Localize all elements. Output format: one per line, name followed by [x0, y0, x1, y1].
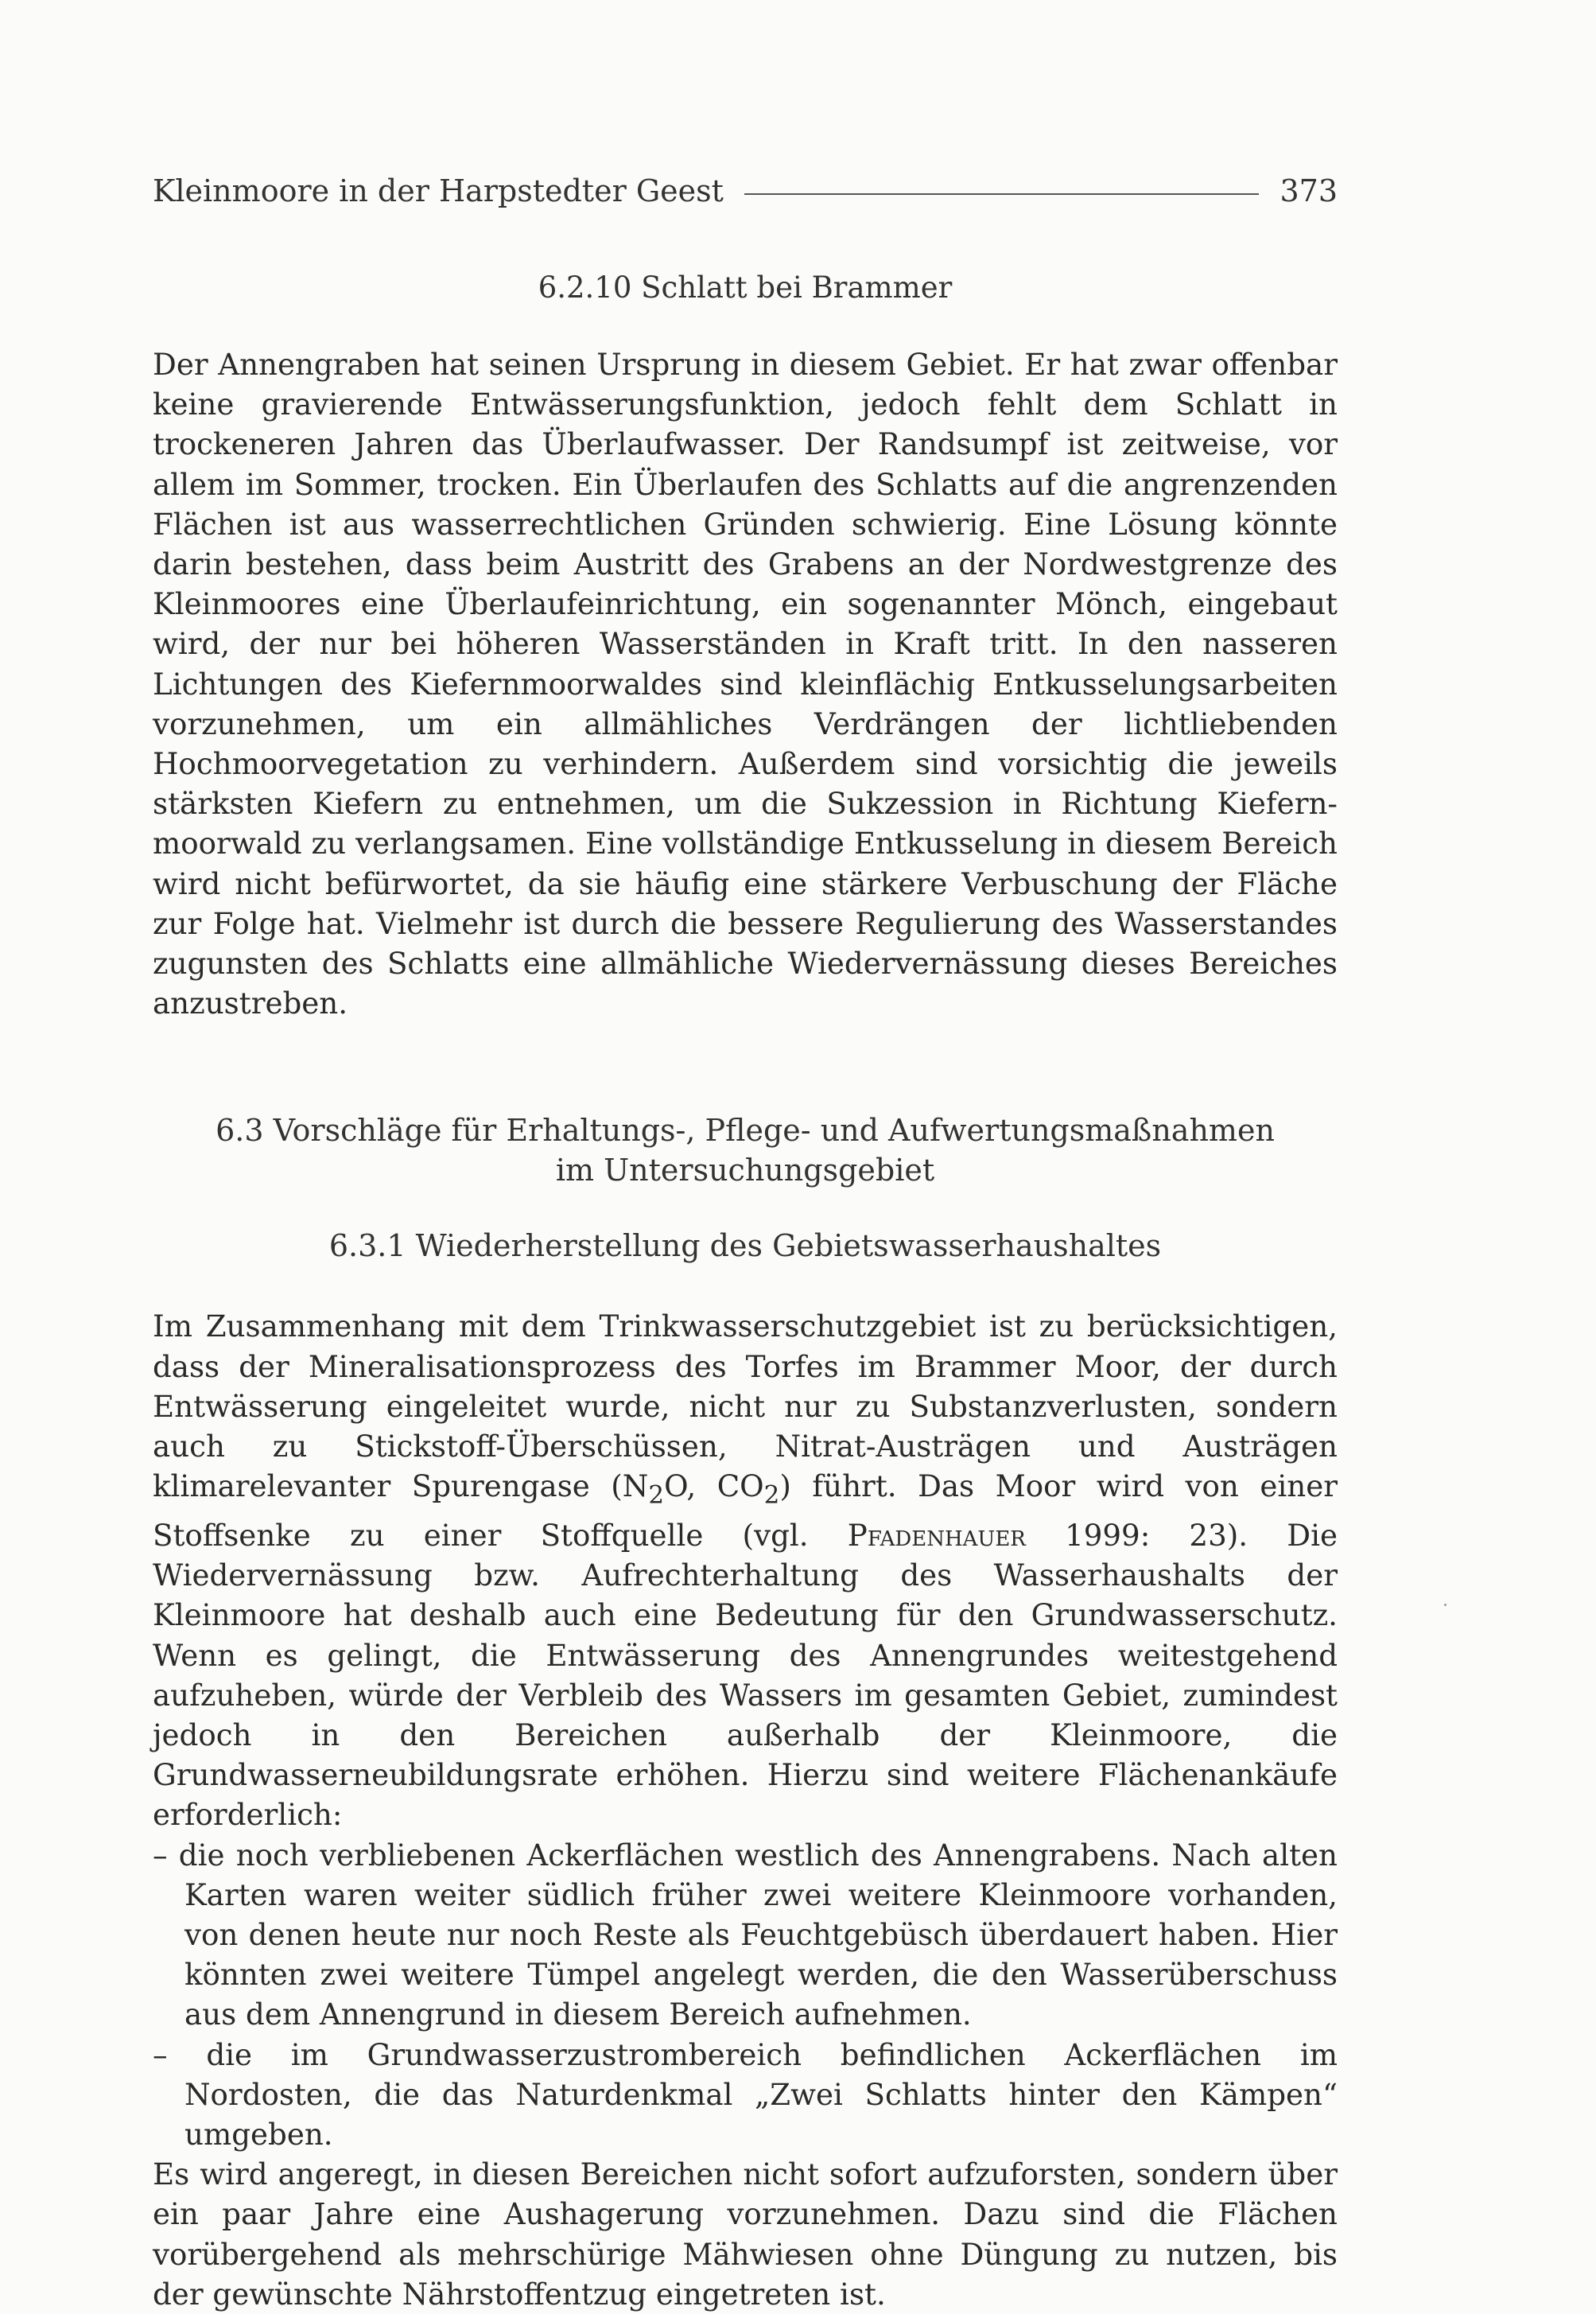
book-page: [153, 159, 1338, 2314]
page-number: 373: [1280, 173, 1338, 208]
scan-speck: [1444, 1604, 1446, 1606]
paragraph-text: ) führt. Das Moor wird von einer Stoffsenke zu einer Stoffquelle (vgl.: [153, 1468, 1338, 1553]
subscript-n2o: 2: [648, 1480, 665, 1510]
section-heading-6-3-line1: 6.3 Vorschläge für Erhaltungs-, Pflege- und Aufwertungsmaßnahmen: [216, 1113, 1275, 1149]
running-title: Kleinmoore in der Harpstedter Geest: [153, 173, 724, 208]
section-heading-6-3: [153, 1110, 1338, 1190]
paragraph-aushagerung: Es wird angeregt, in diesen Bereichen nicht sofort aufzuforsten, sondern über ein paar Jahre eine Aushagerung vorzunehmen. Dazu sind die Flächen vorübergehend als mehrschürige Mähwiesen ohne Düngung zu nutzen, bis der gewünschte Nährstoffentzug eingetreten ist.: [153, 2156, 1338, 2312]
citation-author: Pfadenhauer: [847, 1517, 1026, 1553]
section-heading-6-2-10: 6.2.10 Schlatt bei Brammer: [538, 270, 953, 305]
paragraph-schlatt-bei-brammer: Der Annengraben hat seinen Ursprung in diesem Gebiet. Er hat zwar offenbar keine gravierende Entwässerungsfunktion, jedoch fehlt dem Schlatt in trockeneren Jahren das Überlaufwasser. Der Randsumpf ist zeitweise, vor allem im Sommer, trocken. Ein Überlaufen des Schlatts auf die angrenzenden Flächen ist aus wasserrechtlichen Gründen schwierig. Eine Lösung könnte darin bestehen, dass beim Austritt des Grabens an der Nordwestgrenze des Kleinmoores eine Überlaufeinrichtung, ein sogenannter Mönch, eingebaut wird, der nur bei höheren Wasserständen in Kraft tritt. In den nasseren Lichtungen des Kiefernmoorwaldes sind kleinflächig Entkusselungsarbeiten vorzunehmen, um ein allmähliches Verdrängen der lichtliebenden Hochmoorvegetation zu verhindern. Außerdem sind vorsichtig die jeweils stärksten Kiefern zu entnehmen, um die Sukzession in Richtung Kiefernmoorwald zu verlangsamen. Eine vollständige Entkusselung in diesem Bereich wird nicht befürwortet, da sie häufig eine stärkere Verbuschung der Fläche zur Folge hat. Vielmehr ist durch die bessere Regulierung des Wasserstandes zugunsten des Schlatts eine allmähliche Wiedervernässung dieses Bereiches anzustreben.: [153, 347, 1338, 1021]
section-heading-6-3-1: 6.3.1 Wiederherstellung des Gebietswasserhaushaltes: [328, 1228, 1162, 1264]
paragraph-gebietswasserhaushalt: [153, 1306, 1338, 1834]
paragraph-text: O, CO: [664, 1468, 764, 1504]
paragraph-text: Im Zusammenhang mit dem Trinkwasserschutzgebiet ist zu berücksichtigen, dass der Mineralisationsprozess des Torfes im Brammer Moor, der durch Entwässerung eingeleitet wurde, nicht nur zu Substanzverlusten, sondern auch zu Stickstoff-Überschüssen, Nitrat-Austrägen und Austrägen klimarelevanter Spurengase (N: [153, 1309, 1338, 1504]
running-header: [153, 159, 1338, 223]
section-heading-6-3-line2: im Untersuchungsgebiet: [555, 1153, 935, 1188]
list-item: – die noch verbliebenen Ackerflächen westlich des Annengrabens. Nach alten Karten waren weiter südlich früher zwei weitere Kleinmoore vorhanden, von denen heute nur noch Reste als Feuchtgebüsch überdauert haben. Hier könnten zwei weitere Tümpel angelegt werden, die den Wasserüberschuss aus dem Annengrund in diesem Bereich aufnehmen.: [153, 1837, 1338, 2032]
land-purchase-list: [153, 1835, 1338, 2155]
paragraph-text: 1999: 23). Die Wiedervernässung bzw. Aufrechterhaltung des Wasserhaushalts der Kleinmoore hat deshalb auch eine Bedeutung für den Grundwasserschutz. Wenn es gelingt, die Entwässerung des Annengrundes weitestgehend aufzuheben, würde der Verbleib des Wassers im gesamten Gebiet, zumindest jedoch in den Bereichen außerhalb der Kleinmoore, die Grundwasserneubildungsrate erhöhen. Hierzu sind weitere Flächenankäufe erforderlich:: [153, 1517, 1338, 1833]
list-item: – die im Grundwasserzustrombereich befindlichen Ackerflächen im Nordosten, die das Naturdenkmal „Zwei Schlatts hinter den Kämpen“ umgeben.: [153, 2036, 1338, 2152]
subscript-co2: 2: [763, 1480, 780, 1510]
header-rule: [744, 193, 1260, 195]
